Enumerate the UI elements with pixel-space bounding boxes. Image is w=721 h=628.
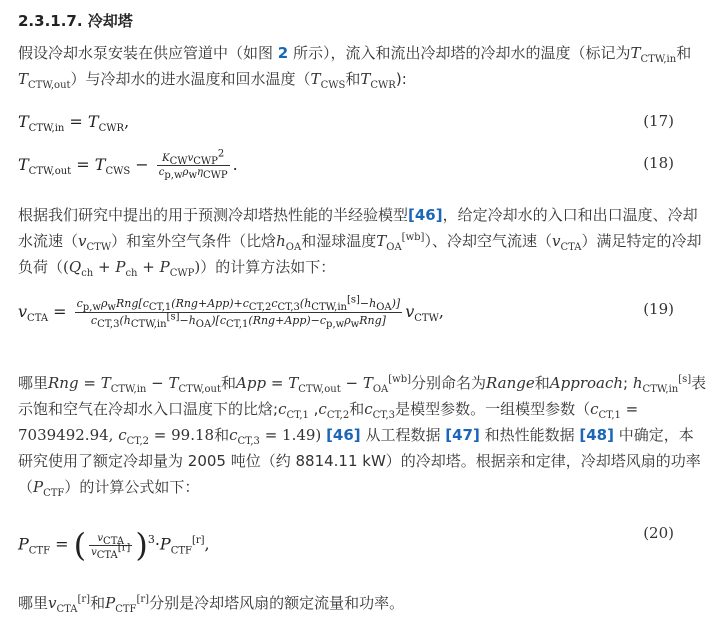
equation-20 — [18, 524, 708, 574]
text: 和 — [221, 374, 237, 392]
param-c1: 7039492.94, — [18, 426, 114, 444]
closing-paragraph: 哪里$v_{CTA}[r]$和$P_{CTF}[r]$分别是冷却塔风扇的额定流量和功率。 — [18, 594, 405, 615]
equation-18 — [18, 148, 708, 182]
intro-paragraph: 假设冷却水泵安装在供应管道中（如图 2 所示），流入和流出冷却塔的冷却水的温度（标记为$T_{CTW,in}$和$T_{CTW,out}$）与冷却水的进水温度和回水温度（$T_{CWS}$和$T_{CWR}$): — [18, 44, 692, 91]
equation-20-number: (20) — [643, 524, 674, 542]
equation-19 — [18, 292, 708, 348]
figure-link[interactable]: 2 — [277, 44, 289, 62]
text: 和 — [214, 426, 230, 444]
text: ）、冷却空气流速（ — [424, 232, 552, 250]
text: 中确定，本研究使用了额定冷却量为 2005 吨位（约 8814.11 kW）的冷却塔。根据亲和定律，冷却塔风扇的功率（ — [18, 426, 701, 496]
equation-20-formula: $P_{CTF}$ = ( $\frac{v_{CTA}}{v_{CTA}^{[r]}}$ )$^3\cdot P_{CTF}[r]$, — [18, 526, 210, 564]
equation-17-formula: $T_{CTW,in} = T_{CWR}$, — [18, 112, 130, 135]
param-c2: 99.18 — [171, 426, 215, 444]
text: 和 — [90, 594, 106, 612]
param-c3: 1.49) — [282, 426, 322, 444]
text: ): — [395, 70, 407, 88]
approach-term: Approach — [549, 374, 624, 392]
reference-46-link[interactable]: [46] — [326, 426, 361, 444]
equation-19-formula: $v_{CTA}$ = $\frac{c_{p,w}\rho_wRng[c_{CT,1}(Rng+App)+c_{CT,2}c_{CT,3}(h_{CTW,in}^{[s]}-h_{OA})]}{c_{CT,3}(h_{CTW,in}^{[s]}-h_{OA})[c_{CT,1}(Rng+App)-c_{p,w}\rho_wRng]}$ $v_{CTW}$, — [18, 294, 444, 331]
equation-18-formula: $T_{CTW,out} = T_{CWS}$ − $\frac{K_{CW}v_{CWP}^2}{c_{p,w}\rho_w\eta_{CWP}}$ . — [18, 148, 238, 181]
text: ）的计算方法如下： — [200, 258, 336, 276]
equation-18-number: (18) — [643, 154, 674, 172]
text: 哪里 — [18, 374, 49, 392]
text: 分别是冷却塔风扇的额定流量和功率。 — [149, 594, 405, 612]
text: 所示），流入和流出冷却塔的冷却水的温度（标记为 — [288, 44, 631, 62]
text: 和 — [349, 400, 365, 418]
reference-47-link[interactable]: [47] — [445, 426, 480, 444]
fraction: $\frac{v_{CTA}}{v_{CTA}^{[r]}}$ — [91, 532, 131, 561]
text: 假设冷却水泵安装在供应管道中（如图 — [18, 44, 278, 62]
text: 和 — [676, 44, 692, 62]
text: 分别命名为 — [411, 374, 487, 392]
text: 哪里 — [18, 594, 49, 612]
reference-48-link[interactable]: [48] — [579, 426, 614, 444]
range-term: Range — [486, 374, 535, 392]
text: 从工程数据 — [360, 426, 446, 444]
section-title: 冷却塔 — [87, 12, 133, 30]
reference-46-link[interactable]: [46] — [408, 206, 443, 224]
method-paragraph: 根据我们研究中提出的用于预测冷却塔热性能的半经验模型[46]，给定冷却水的入口和出口温度、冷却水流速$(v_{CTW})$和室外空气条件（比焓$h_{OA}$和湿球温度$T_{OA}[wb]$）、冷却空气流速$(v_{CTA})$满足特定的冷却负荷$((Q_{ch} + P_{ch} + P_{CWP}))$的计算方法如下： — [18, 206, 702, 279]
definitions-paragraph: 哪里Rng = $T_{CTW,in} - T_{CTW,out}$和App = $T_{CTW,out} - T_{OA}[wb]$分别命名为Range和Approach; $h_{CTW,in}[s]$表示饱和空气在冷却水入口温度下的比焓$;c_{CT,1}$ $,c_{CT,2}$和$c_{CT,3}$是模型参数。一组模型参数（$c_{CT,1} = 7039492.94$, $c_{CT,2} = 99.18$和$c_{CT,3} = 1.49$) [46] 从工程数据 [47] 和热性能数据 [48] 中确定，本研究使用了额定冷却量为 2005 吨位（约 8814.11 kW）的冷却塔。根据亲和定律，冷却塔风扇的功率$(P_{CTF})$的计算公式如下： — [18, 374, 707, 499]
text: ）的计算公式如下： — [64, 478, 200, 496]
section-number: 2.3.1.7. — [18, 12, 83, 30]
text: 和热性能数据 — [479, 426, 580, 444]
fraction: $\frac{K_{CW}v_{CWP}^2}{c_{p,w}\rho_w\eta_{CWP}}$ — [158, 148, 228, 181]
text: 根据我们研究中提出的用于预测冷却塔热性能的半经验模型 — [18, 206, 409, 224]
text: ，给定冷却水的入口和出口温度、冷却水流速（ — [18, 206, 698, 250]
text: 是模型参数。一组模型参数（ — [395, 400, 591, 418]
text: 表示饱和空气在冷却水入口温度下的比焓; — [18, 374, 707, 418]
text: 和湿球温度 — [301, 232, 377, 250]
text: 和 — [345, 70, 361, 88]
text: ）和室外空气条件（比焓 — [111, 232, 277, 250]
text: ）满足特定的冷却负荷（ — [18, 232, 702, 276]
text: 和 — [534, 374, 550, 392]
equation-17-number: (17) — [643, 112, 674, 130]
equation-19-number: (19) — [643, 300, 674, 318]
text: ）与冷却水的进水温度和回水温度（ — [70, 70, 311, 88]
section-heading — [18, 10, 133, 31]
equation-17 — [18, 112, 708, 146]
fraction: $\frac{c_{p,w}\rho_wRng[c_{CT,1}(Rng+App)+c_{CT,2}c_{CT,3}(h_{CTW,in}^{[s]}-h_{OA})]}{c_{CT,3}(h_{CTW,in}^{[s]}-h_{OA})[c_{CT,1}(Rng+App)-c_{p,w}\rho_wRng]}$ — [76, 294, 401, 331]
